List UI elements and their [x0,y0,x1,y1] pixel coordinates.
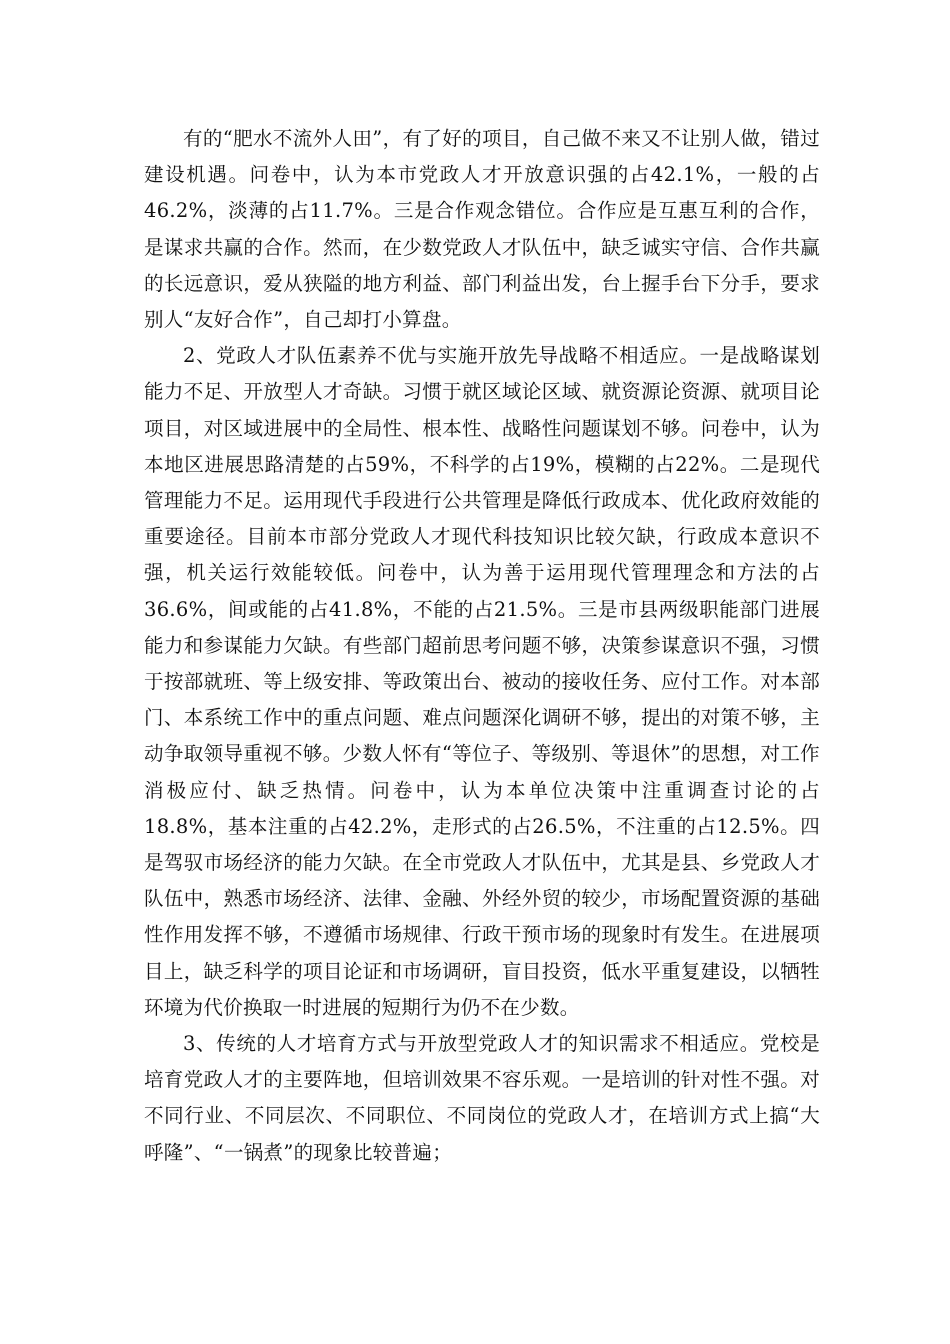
paragraph: 2、党政人才队伍素养不优与实施开放先导战略不相适应。一是战略谋划能力不足、开放型人才奇缺。习惯于就区域论区域、就资源论资源、就项目论项目，对区域进展中的全局性、根本性、战略性问题谋划不够。问卷中，认为本地区进展思路清楚的占59%，不科学的占19%，模糊的占22%。二是现代管理能力不足。运用现代手段进行公共管理是降低行政成本、优化政府效能的重要途径。目前本市部分党政人才现代科技知识比较欠缺，行政成本意识不强，机关运行效能较低。问卷中，认为善于运用现代管理理念和方法的占36.6%，间或能的占41.8%，不能的占21.5%。三是市县两级职能部门进展能力和参谋能力欠缺。有些部门超前思考问题不够，决策参谋意识不强，习惯于按部就班、等上级安排、等政策出台、被动的接收任务、应付工作。对本部门、本系统工作中的重点问题、难点问题深化调研不够，提出的对策不够，主动争取领导重视不够。少数人怀有“等位子、等级别、等退休”的思想，对工作消极应付、缺乏热情。问卷中，认为本单位决策中注重调查讨论的占18.8%，基本注重的占42.2%，走形式的占26.5%，不注重的占12.5%。四是驾驭市场经济的能力欠缺。在全市党政人才队伍中，尤其是县、乡党政人才队伍中，熟悉市场经济、法律、金融、外经外贸的较少，市场配置资源的基础性作用发挥不够，不遵循市场规律、行政干预市场的现象时有发生。在进展项目上，缺乏科学的项目论证和市场调研，盲目投资，低水平重复建设，以牺牲环境为代价换取一时进展的短期行为仍不在少数。 [144,344,820,1019]
paragraph: 3、传统的人才培育方式与开放型党政人才的知识需求不相适应。党校是培育党政人才的主要阵地，但培训效果不容乐观。一是培训的针对性不强。对不同行业、不同层次、不同职位、不同岗位的党政人才，在培训方式上搞“大呼隆”、“一锅煮”的现象比较普遍； [144,1032,820,1164]
paragraph: 有的“肥水不流外人田”，有了好的项目，自己做不来又不让别人做，错过建设机遇。问卷中，认为本市党政人才开放意识强的占42.1%，一般的占46.2%，淡薄的占11.7%。三是合作观念错位。合作应是互惠互利的合作，是谋求共赢的合作。然而，在少数党政人才队伍中，缺乏诚实守信、合作共赢的长远意识，爱从狭隘的地方利益、部门利益出发，台上握手台下分手，要求别人“友好合作”，自己却打小算盘。 [144,127,820,332]
document-body [144,121,820,1171]
